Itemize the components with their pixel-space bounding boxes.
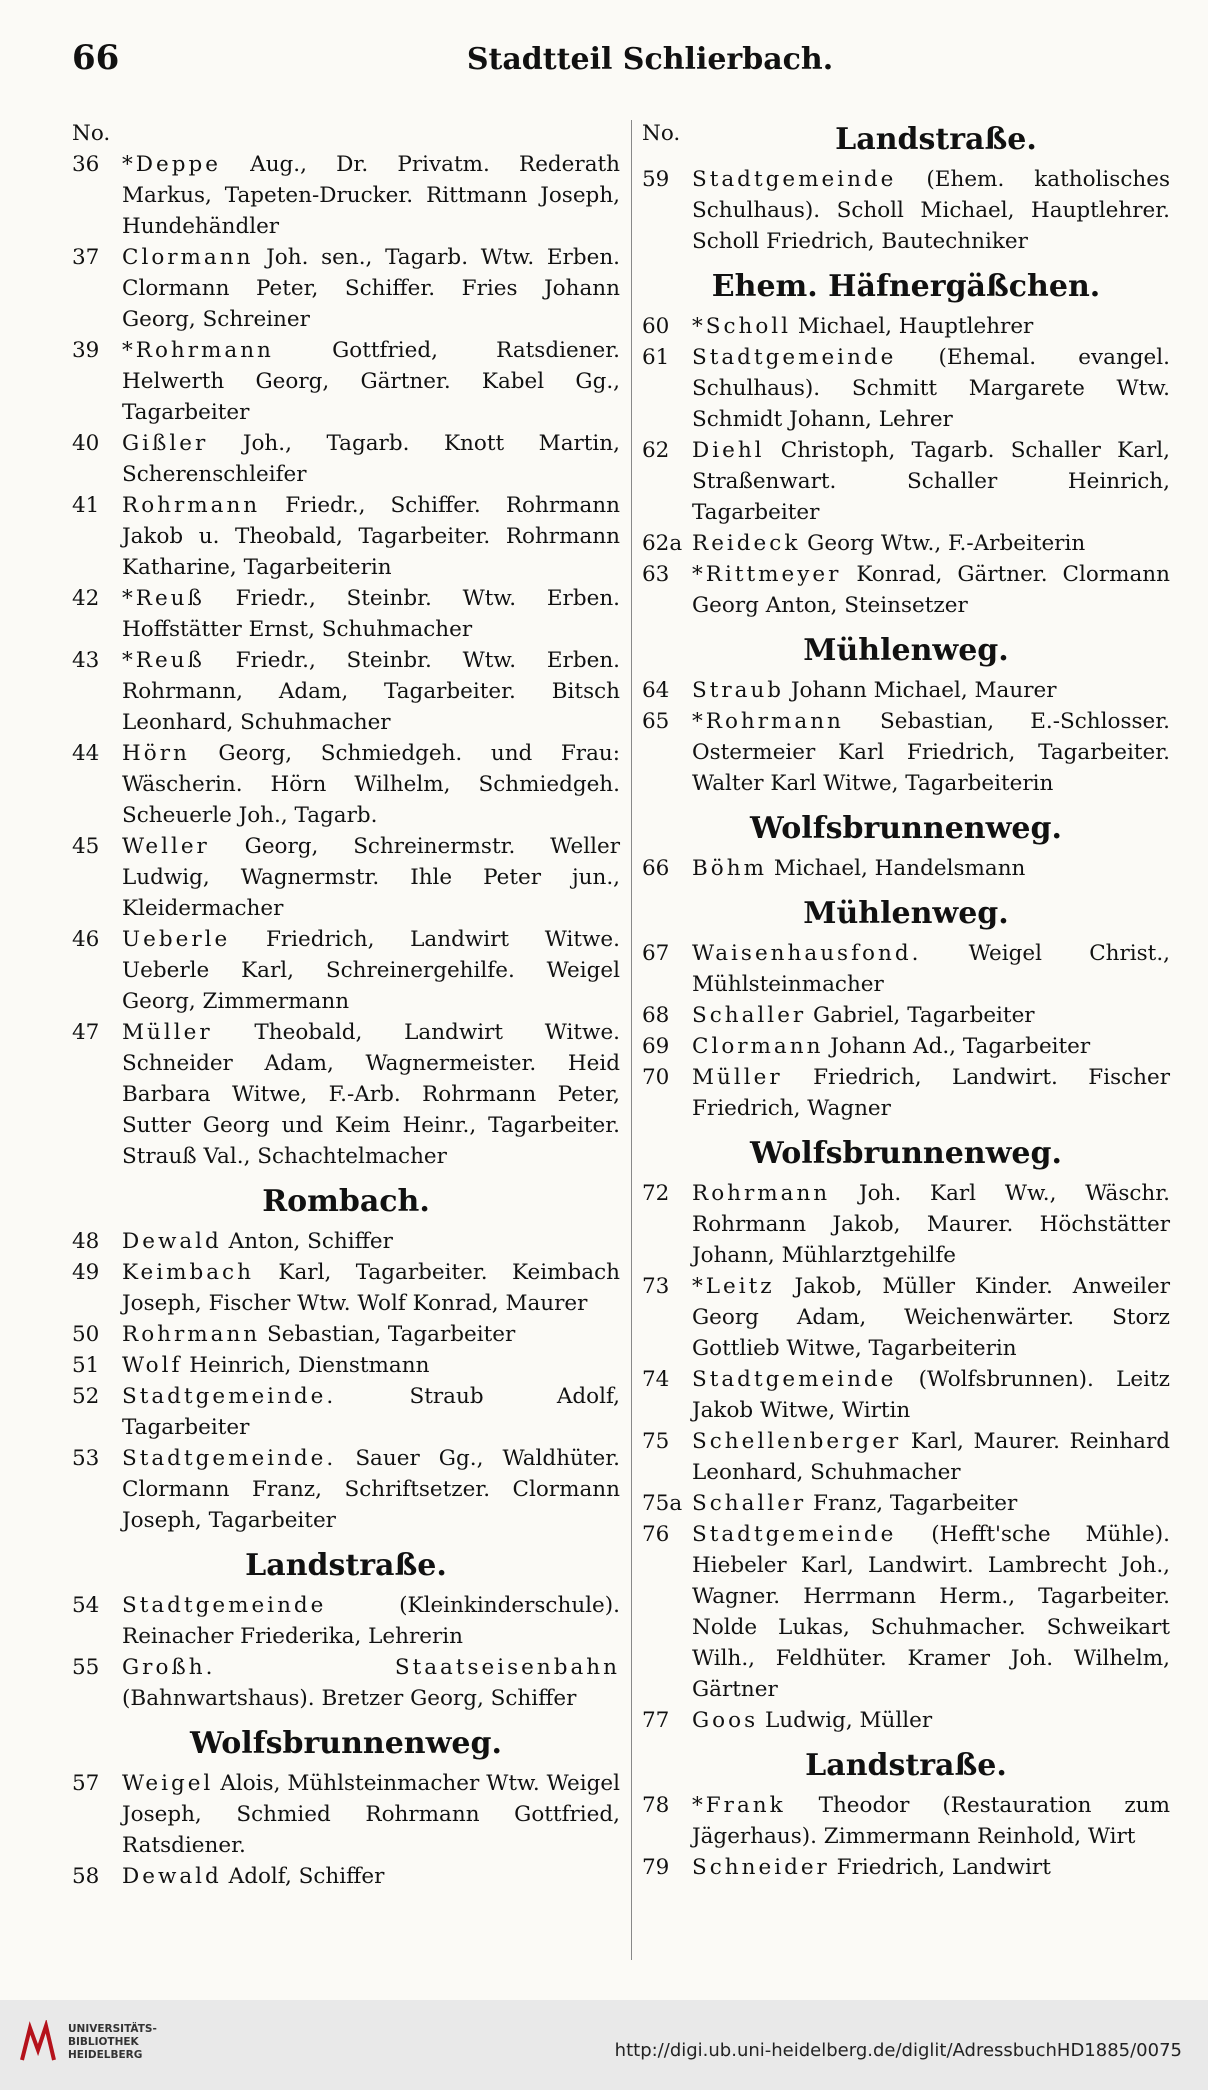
address-entry xyxy=(72,1652,620,1714)
house-number: 43 xyxy=(72,648,100,673)
address-entry xyxy=(642,706,1170,799)
residents: (Bahnwartshaus). Bretzer Georg, Schiffer xyxy=(122,1686,577,1711)
right-column xyxy=(642,118,1170,1883)
house-number: 72 xyxy=(642,1181,670,1206)
residents: (Ehem. katholisches Schulhaus). Scholl Michael, Hauptlehrer. Scholl Friedrich, Bautechniker xyxy=(692,167,1170,254)
street-heading: Mühlenweg. xyxy=(803,633,1009,668)
residents: Gabriel, Tagarbeiter xyxy=(806,1003,1035,1028)
residents: Joh. sen., Tagarb. Wtw. Erben. Clormann Peter, Schiffer. Fries Johann Georg, Schreiner xyxy=(122,245,620,332)
house-number: 50 xyxy=(72,1322,100,1347)
owner-name: Diehl xyxy=(692,438,765,463)
house-number: 73 xyxy=(642,1274,670,1299)
street-heading: Rombach. xyxy=(262,1184,430,1219)
owner-name: *Rittmeyer xyxy=(692,562,842,587)
residents: Christoph, Tagarb. Schaller Karl, Straßenwart. Schaller Heinrich, Tagarbeiter xyxy=(692,438,1170,525)
resident-text xyxy=(122,924,620,1017)
residents: Theodor (Restauration zum Jägerhaus). Zimmermann Reinhold, Wirt xyxy=(692,1793,1170,1849)
owner-name: Dewald xyxy=(122,1864,222,1889)
house-number: 45 xyxy=(72,834,100,859)
logo-line: BIBLIOTHEK xyxy=(68,2035,139,2048)
address-entry xyxy=(642,1000,1170,1031)
residents: Michael, Hauptlehrer xyxy=(791,314,1034,339)
resident-text xyxy=(692,1000,1170,1031)
address-entry xyxy=(642,164,1170,257)
house-number: 40 xyxy=(72,431,100,456)
residents: (Ehemal. evangel. Schulhaus). Schmitt Margarete Wtw. Schmidt Johann, Lehrer xyxy=(692,345,1170,432)
library-seal-icon xyxy=(16,2020,60,2064)
address-entry xyxy=(642,1364,1170,1426)
residents: Alois, Mühlsteinmacher Wtw. Weigel Joseph, Schmied Rohrmann Gottfried, Ratsdiener. xyxy=(122,1771,620,1858)
owner-name: Gißler xyxy=(122,431,209,456)
resident-text xyxy=(692,853,1170,884)
street-heading: Landstraße. xyxy=(805,1748,1007,1783)
owner-name: *Reuß xyxy=(122,648,205,673)
resident-text xyxy=(692,1062,1170,1124)
resident-text xyxy=(122,583,620,645)
owner-name: Ueberle xyxy=(122,927,231,952)
resident-text xyxy=(692,1705,1170,1736)
house-number: 67 xyxy=(642,941,670,966)
resident-text xyxy=(122,1319,620,1350)
address-entry xyxy=(642,1852,1170,1883)
house-number: 62a xyxy=(642,531,683,556)
house-number: 63 xyxy=(642,562,670,587)
house-number: 65 xyxy=(642,709,670,734)
resident-text xyxy=(692,1364,1170,1426)
owner-name: *Reuß xyxy=(122,586,205,611)
address-entry xyxy=(72,1350,620,1381)
resident-text xyxy=(122,1350,620,1381)
residents: Sebastian, E.-Schlosser. Ostermeier Karl Friedrich, Tagarbeiter. Walter Karl Witwe, Tagarbeiterin xyxy=(692,709,1170,796)
house-number: 60 xyxy=(642,314,670,339)
address-entry xyxy=(642,559,1170,621)
residents: Adolf, Schiffer xyxy=(221,1864,385,1889)
owner-name: Schaller xyxy=(692,1491,807,1516)
address-entry xyxy=(72,1861,620,1892)
residents: Georg, Schreinermstr. Weller Ludwig, Wagnermstr. Ihle Peter jun., Kleidermacher xyxy=(122,834,620,921)
resident-text xyxy=(692,1488,1170,1519)
residents: Friedrich, Landwirt Witwe. Ueberle Karl, Schreinergehilfe. Weigel Georg, Zimmermann xyxy=(122,927,620,1014)
house-number: 76 xyxy=(642,1522,670,1547)
house-number: 46 xyxy=(72,927,100,952)
owner-name: Stadtgemeinde. xyxy=(122,1446,337,1471)
resident-text xyxy=(122,1861,620,1892)
address-entry xyxy=(642,1031,1170,1062)
resident-text xyxy=(122,428,620,490)
house-number: 79 xyxy=(642,1855,670,1880)
owner-name: Straub xyxy=(692,678,785,703)
address-entry xyxy=(642,1426,1170,1488)
owner-name: Rohrmann xyxy=(122,493,261,518)
house-number: 69 xyxy=(642,1034,670,1059)
owner-name: Rohrmann xyxy=(692,1181,831,1206)
owner-name: Stadtgemeinde xyxy=(692,1367,897,1392)
resident-text xyxy=(692,1519,1170,1705)
residents: Georg Wtw., F.-Arbeiterin xyxy=(800,531,1086,556)
resident-text xyxy=(692,435,1170,528)
residents: Heinrich, Dienstmann xyxy=(182,1353,430,1378)
address-entry xyxy=(642,1271,1170,1364)
street-heading: Landstraße. xyxy=(835,122,1037,157)
resident-text xyxy=(692,1426,1170,1488)
address-entry xyxy=(72,490,620,583)
resident-text xyxy=(122,149,620,242)
owner-name: *Scholl xyxy=(692,314,792,339)
address-entry xyxy=(642,311,1170,342)
residents: Jakob, Müller Kinder. Anweiler Georg Adam, Weichenwärter. Storz Gottlieb Witwe, Tagarbeiterin xyxy=(692,1274,1170,1361)
logo-text xyxy=(68,2023,157,2062)
residents: Johann Michael, Maurer xyxy=(784,678,1057,703)
residents: Friedrich, Landwirt xyxy=(829,1855,1051,1880)
number-column-label: No. xyxy=(642,121,681,146)
residents: Georg, Schmiedgeh. und Frau: Wäscherin. Hörn Wilhelm, Schmiedgeh. Scheuerle Joh., Tagarb. xyxy=(122,741,620,828)
street-heading: Ehem. Häfnergäßchen. xyxy=(711,269,1101,304)
residents: Gottfried, Ratsdiener. Helwerth Georg, Gärtner. Kabel Gg., Tagarbeiter xyxy=(122,338,620,425)
residents: Friedr., Steinbr. Wtw. Erben. Hoffstätter Ernst, Schuhmacher xyxy=(122,586,620,642)
residents: Michael, Handelsmann xyxy=(766,856,1026,881)
resident-text xyxy=(692,1031,1170,1062)
resident-text xyxy=(692,559,1170,621)
residents: Straub Adolf, Tagarbeiter xyxy=(122,1384,620,1440)
address-entry xyxy=(72,645,620,738)
house-number: 77 xyxy=(642,1708,670,1733)
owner-name: *Frank xyxy=(692,1793,786,1818)
house-number: 51 xyxy=(72,1353,100,1378)
library-footer xyxy=(0,2000,1208,2090)
resident-text xyxy=(692,675,1170,706)
address-entry xyxy=(642,675,1170,706)
owner-name: Schneider xyxy=(692,1855,830,1880)
house-number: 36 xyxy=(72,152,100,177)
street-heading: Wolfsbrunnenweg. xyxy=(190,1726,502,1761)
house-number: 53 xyxy=(72,1446,100,1471)
house-number: 44 xyxy=(72,741,100,766)
owner-name: Stadtgemeinde xyxy=(692,167,897,192)
house-number: 52 xyxy=(72,1384,100,1409)
resident-text xyxy=(692,528,1170,559)
residents: Karl, Maurer. Reinhard Leonhard, Schuhmacher xyxy=(692,1429,1170,1485)
address-entry xyxy=(72,738,620,831)
address-entry xyxy=(72,149,620,242)
residents: Anton, Schiffer xyxy=(221,1229,393,1254)
page-number: 66 xyxy=(72,38,120,78)
left-entries xyxy=(72,149,620,1892)
street-heading: Mühlenweg. xyxy=(803,896,1009,931)
address-entry xyxy=(72,1443,620,1536)
address-entry xyxy=(72,583,620,645)
residents: (Kleinkinderschule). Reinacher Friederika, Lehrerin xyxy=(122,1593,620,1649)
address-entry xyxy=(642,1519,1170,1705)
address-entry xyxy=(72,428,620,490)
residents: Sauer Gg., Waldhüter. Clormann Franz, Schriftsetzer. Clormann Joseph, Tagarbeiter xyxy=(122,1446,620,1533)
owner-name: Stadtgemeinde xyxy=(692,345,897,370)
address-entry xyxy=(642,1062,1170,1124)
number-column-label: No. xyxy=(72,121,111,146)
owner-name: Reideck xyxy=(692,531,801,556)
house-number: 37 xyxy=(72,245,100,270)
residents: Sebastian, Tagarbeiter xyxy=(260,1322,516,1347)
resident-text xyxy=(122,1768,620,1861)
resident-text xyxy=(122,242,620,335)
page-title: Stadtteil Schlierbach. xyxy=(466,42,834,77)
library-logo xyxy=(16,2020,157,2064)
house-number: 41 xyxy=(72,493,100,518)
house-number: 62 xyxy=(642,438,670,463)
logo-line: HEIDELBERG xyxy=(68,2048,143,2061)
house-number: 54 xyxy=(72,1593,100,1618)
address-entry xyxy=(642,938,1170,1000)
page-header xyxy=(72,38,1168,88)
address-entry xyxy=(642,1178,1170,1271)
resident-text xyxy=(122,490,620,583)
owner-name: Clormann xyxy=(692,1034,824,1059)
house-number: 48 xyxy=(72,1229,100,1254)
resident-text xyxy=(692,1852,1170,1883)
resident-text xyxy=(122,831,620,924)
resident-text xyxy=(122,645,620,738)
owner-name: Hörn xyxy=(122,741,190,766)
resident-text xyxy=(692,1790,1170,1852)
residents: (Wolfsbrunnen). Leitz Jakob Witwe, Wirtin xyxy=(692,1367,1170,1423)
resident-text xyxy=(692,164,1170,257)
house-number: 66 xyxy=(642,856,670,881)
address-entry xyxy=(642,1488,1170,1519)
address-entry xyxy=(642,853,1170,884)
address-entry xyxy=(72,1381,620,1443)
address-entry xyxy=(642,528,1170,559)
residents: Joh. Karl Ww., Wäschr. Rohrmann Jakob, Maurer. Höchstätter Johann, Mühlarztgehilfe xyxy=(692,1181,1170,1268)
residents: (Hefft'sche Mühle). Hiebeler Karl, Landwirt. Lambrecht Joh., Wagner. Herrmann Herm., Tagarbeiter. Nolde Lukas, Schuhmacher. Schweikart Wilh., Feldhüter. Kramer Joh. Wilhelm, Gärtner xyxy=(692,1522,1170,1702)
address-entry xyxy=(642,1790,1170,1852)
house-number: 64 xyxy=(642,678,670,703)
address-entry xyxy=(72,1017,620,1172)
right-entries xyxy=(642,118,1170,1883)
owner-name: Goos xyxy=(692,1708,759,1733)
address-entry xyxy=(642,342,1170,435)
resident-text xyxy=(122,1652,620,1714)
house-number: 59 xyxy=(642,167,670,192)
resident-text xyxy=(122,1381,620,1443)
residents: Friedr., Steinbr. Wtw. Erben. Rohrmann, Adam, Tagarbeiter. Bitsch Leonhard, Schuhmacher xyxy=(122,648,620,735)
resident-text xyxy=(122,1017,620,1172)
address-entry xyxy=(72,1257,620,1319)
residents: Aug., Dr. Privatm. Rederath Markus, Tapeten-Drucker. Rittmann Joseph, Hundehändler xyxy=(122,152,620,239)
house-number: 70 xyxy=(642,1065,670,1090)
resident-text xyxy=(692,1178,1170,1271)
house-number: 75a xyxy=(642,1491,683,1516)
column-divider xyxy=(631,120,632,1960)
resident-text xyxy=(692,1271,1170,1364)
owner-name: *Leitz xyxy=(692,1274,775,1299)
house-number: 61 xyxy=(642,345,670,370)
owner-name: Stadtgemeinde xyxy=(122,1593,327,1618)
house-number: 42 xyxy=(72,586,100,611)
house-number: 78 xyxy=(642,1793,670,1818)
residents: Joh., Tagarb. Knott Martin, Scherenschleifer xyxy=(122,431,620,487)
owner-name: Clormann xyxy=(122,245,254,270)
address-entry xyxy=(72,924,620,1017)
house-number: 39 xyxy=(72,338,100,363)
residents: Friedr., Schiffer. Rohrmann Jakob u. Theobald, Tagarbeiter. Rohrmann Katharine, Tagarbeiterin xyxy=(122,493,620,580)
residents: Franz, Tagarbeiter xyxy=(806,1491,1018,1516)
residents: Weigel Christ., Mühlsteinmacher xyxy=(692,941,1170,997)
resident-text xyxy=(692,311,1170,342)
owner-name: Weigel xyxy=(122,1771,214,1796)
residents: Theobald, Landwirt Witwe. Schneider Adam, Wagnermeister. Heid Barbara Witwe, F.-Arb. Rohrmann Peter, Sutter Georg und Keim Heinr., Tagarbeiter. Strauß Val., Schachtelmacher xyxy=(122,1020,620,1169)
owner-name: Stadtgemeinde. xyxy=(122,1384,337,1409)
address-entry xyxy=(72,1768,620,1861)
house-number: 68 xyxy=(642,1003,670,1028)
residents: Karl, Tagarbeiter. Keimbach Joseph, Fischer Wtw. Wolf Konrad, Maurer xyxy=(122,1260,620,1316)
address-entry xyxy=(72,831,620,924)
resident-text xyxy=(122,335,620,428)
house-number: 74 xyxy=(642,1367,670,1392)
resident-text xyxy=(122,1226,620,1257)
left-column xyxy=(72,118,620,1892)
address-entry xyxy=(642,435,1170,528)
owner-name: Weller xyxy=(122,834,210,859)
owner-name: Wolf xyxy=(122,1353,183,1378)
house-number: 58 xyxy=(72,1864,100,1889)
logo-line: UNIVERSITÄTS- xyxy=(68,2022,157,2035)
street-heading: Landstraße. xyxy=(245,1548,447,1583)
residents: Ludwig, Müller xyxy=(758,1708,933,1733)
address-entry xyxy=(642,1705,1170,1736)
resident-text xyxy=(122,1590,620,1652)
owner-name: *Rohrmann xyxy=(122,338,274,363)
house-number: 49 xyxy=(72,1260,100,1285)
house-number: 55 xyxy=(72,1655,100,1680)
residents: Johann Ad., Tagarbeiter xyxy=(823,1034,1091,1059)
street-heading: Wolfsbrunnenweg. xyxy=(750,1136,1062,1171)
address-entry xyxy=(72,1319,620,1350)
address-entry xyxy=(72,1590,620,1652)
resident-text xyxy=(122,738,620,831)
owner-name: *Deppe xyxy=(122,152,221,177)
owner-name: Großh. Staatseisenbahn xyxy=(122,1655,620,1680)
address-entry xyxy=(72,335,620,428)
owner-name: Waisenhausfond. xyxy=(692,941,922,966)
owner-name: *Rohrmann xyxy=(692,709,844,734)
owner-name: Böhm xyxy=(692,856,767,881)
address-entry xyxy=(72,1226,620,1257)
house-number: 47 xyxy=(72,1020,100,1045)
owner-name: Müller xyxy=(122,1020,213,1045)
house-number: 57 xyxy=(72,1771,100,1796)
owner-name: Müller xyxy=(692,1065,783,1090)
resident-text xyxy=(122,1443,620,1536)
address-entry xyxy=(72,242,620,335)
residents: Friedrich, Landwirt. Fischer Friedrich, Wagner xyxy=(692,1065,1170,1121)
owner-name: Dewald xyxy=(122,1229,222,1254)
resident-text xyxy=(692,938,1170,1000)
owner-name: Stadtgemeinde xyxy=(692,1522,897,1547)
house-number: 75 xyxy=(642,1429,670,1454)
resident-text xyxy=(692,706,1170,799)
resident-text xyxy=(692,342,1170,435)
street-heading: Wolfsbrunnenweg. xyxy=(750,811,1062,846)
owner-name: Schaller xyxy=(692,1003,807,1028)
resident-text xyxy=(122,1257,620,1319)
permalink-url[interactable]: http://digi.ub.uni-heidelberg.de/diglit/AdressbuchHD1885/0075 xyxy=(614,2040,1182,2061)
owner-name: Keimbach xyxy=(122,1260,254,1285)
owner-name: Rohrmann xyxy=(122,1322,261,1347)
owner-name: Schellenberger xyxy=(692,1429,902,1454)
residents: Konrad, Gärtner. Clormann Georg Anton, Steinsetzer xyxy=(692,562,1170,618)
